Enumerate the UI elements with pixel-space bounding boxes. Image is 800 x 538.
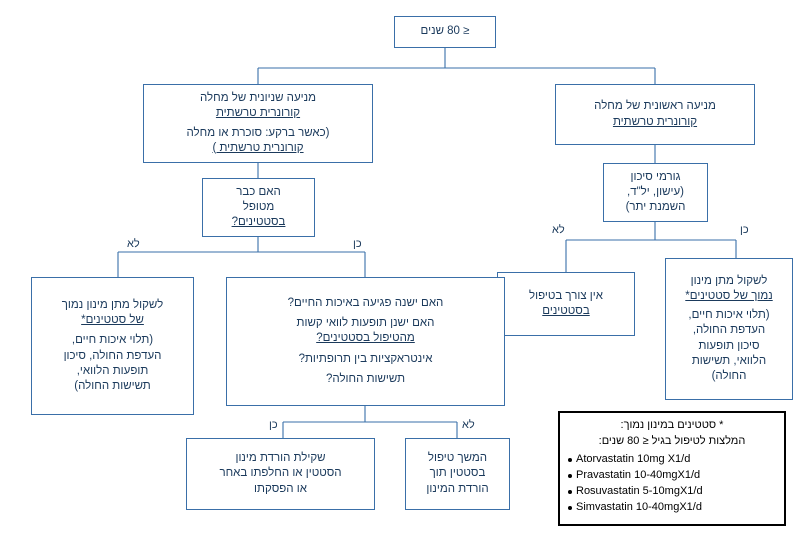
node-secondary-prevention-line-3: קורונרית טרשתית ) bbox=[212, 141, 304, 154]
node-continue-lower-dose-line-2: הורדת המינון bbox=[426, 482, 489, 495]
node-quality-questions-line-2 bbox=[316, 331, 415, 346]
node-consider-low-dose-right-line-5: הלוואי, תשישות bbox=[691, 354, 767, 367]
legend-item-2-text: Rosuvastatin 5-10mgX1/d bbox=[576, 484, 703, 497]
node-continue-lower-dose-line-1: בסטטין תוך bbox=[429, 467, 486, 480]
node-consider-dose-reduction-line-1: הסטטין או החלפתו באחר bbox=[219, 467, 342, 480]
node-consider-dose-reduction[interactable] bbox=[186, 438, 375, 510]
node-consider-low-dose-right-line-1-text: נמוך של סטטינים* bbox=[685, 290, 773, 303]
node-risk-factors[interactable] bbox=[603, 163, 708, 222]
node-quality-questions-line-3: אינטראקציות בין תרופתיות? bbox=[298, 352, 433, 365]
legend-item-1 bbox=[568, 468, 776, 484]
node-consider-low-dose-left-line-1 bbox=[81, 313, 144, 328]
node-no-treatment-needed-line-0: אין צורך בטיפול bbox=[528, 289, 604, 302]
node-secondary-prevention-line-0: מניעה שניונית של מחלה bbox=[199, 92, 317, 105]
legend-item-3 bbox=[568, 500, 776, 516]
edge-label-quality-yes: כן bbox=[269, 419, 278, 431]
node-already-on-statins-line-2: בסטטינים? bbox=[231, 216, 286, 229]
node-consider-dose-reduction-line-0: שקילת הורדת מינון bbox=[235, 452, 326, 465]
node-secondary-prevention[interactable] bbox=[143, 84, 373, 163]
node-consider-low-dose-left-line-2: (תלוי איכות חיים, bbox=[71, 334, 154, 347]
node-age-80[interactable] bbox=[394, 16, 496, 48]
node-secondary-prevention-line-2: (כאשר ברקע: סוכרת או מחלה bbox=[186, 126, 330, 139]
node-consider-low-dose-left-line-5: תשישות החולה) bbox=[74, 379, 151, 392]
legend-item-2 bbox=[568, 484, 776, 500]
node-secondary-prevention-line-1: קורונרית טרשתית bbox=[215, 107, 301, 120]
node-no-treatment-needed[interactable] bbox=[497, 272, 635, 336]
edge-label-risk-no: לא bbox=[552, 224, 565, 236]
node-quality-questions-line-1: האם ישנן תופעות לוואי קשות bbox=[296, 317, 435, 330]
legend-header-line-2: המלצות לטיפול בגיל ≤ 80 שנים: bbox=[598, 434, 746, 447]
legend-list bbox=[568, 452, 776, 516]
node-already-on-statins-line-0: האם כבר bbox=[236, 185, 281, 198]
node-consider-low-dose-right-line-6: החולה) bbox=[711, 369, 747, 382]
legend-header-line-1: * סטטינים במינון נמוך: bbox=[620, 419, 724, 431]
node-already-on-statins-line-1: מטופל bbox=[242, 200, 275, 213]
legend-item-0 bbox=[568, 452, 776, 468]
node-consider-low-dose-right-line-0: לשקול מתן מינון bbox=[690, 274, 768, 287]
node-consider-low-dose-left-line-0: לשקול מתן מינון נמוך bbox=[61, 298, 164, 311]
edge-label-risk-yes: כן bbox=[740, 224, 749, 236]
node-consider-low-dose-right-line-1 bbox=[685, 289, 772, 304]
node-consider-dose-reduction-line-2: או הפסקתו bbox=[254, 482, 307, 495]
node-consider-low-dose-left-line-1-text: של סטטינים* bbox=[81, 314, 144, 327]
node-quality-of-life-questions[interactable] bbox=[226, 277, 505, 406]
edge-label-quality-no: לא bbox=[462, 419, 475, 431]
node-consider-low-dose-left-line-3: העדפת החולה, סיכון bbox=[63, 349, 162, 362]
node-continue-lower-dose-line-0: המשך טיפול bbox=[427, 452, 488, 465]
legend-item-0-text: Atorvastatin 10mg X1/d bbox=[576, 452, 691, 465]
node-no-treatment-needed-line-1: בסטטינים bbox=[542, 305, 590, 317]
node-consider-low-dose-left-line-4: תופעות הלוואי, bbox=[76, 364, 149, 377]
node-quality-questions-line-0: האם ישנה פגיעה באיכות החיים? bbox=[287, 297, 444, 310]
node-already-on-statins[interactable] bbox=[202, 178, 315, 237]
legend-item-3-text: Simvastatin 10-40mgX1/d bbox=[576, 500, 702, 513]
node-consider-low-dose-right-line-4: סיכון תופעות bbox=[698, 339, 760, 352]
node-age-80-line-0: ≤ 80 שנים bbox=[420, 25, 470, 38]
node-consider-low-dose-left[interactable] bbox=[31, 277, 194, 415]
node-consider-low-dose-right-line-2: (תלוי איכות חיים, bbox=[688, 309, 770, 322]
node-continue-lower-dose[interactable] bbox=[405, 438, 510, 510]
legend-low-dose-statins bbox=[558, 411, 786, 526]
edge-label-statins-yes: כן bbox=[353, 238, 362, 250]
node-primary-prevention-line-0: מניעה ראשונית של מחלה bbox=[594, 100, 716, 113]
node-risk-factors-line-1: (עישון, יל"ד, bbox=[627, 185, 685, 198]
node-consider-low-dose-right-line-3: העדפת החולה, bbox=[692, 324, 766, 337]
node-quality-questions-line-2-text: מהטיפול בסטטינים? bbox=[316, 332, 415, 345]
node-risk-factors-line-2: השמנת יתר) bbox=[625, 201, 686, 214]
node-primary-prevention-line-1: קורונרית טרשתית bbox=[612, 115, 698, 128]
node-risk-factors-line-0: גורמי סיכון bbox=[630, 170, 681, 183]
edge-label-statins-no: לא bbox=[127, 238, 140, 250]
node-primary-prevention[interactable] bbox=[555, 84, 755, 145]
node-consider-low-dose-right[interactable] bbox=[665, 258, 793, 400]
node-quality-questions-line-4: תשישות החולה? bbox=[326, 372, 406, 385]
legend-item-1-text: Pravastatin 10-40mgX1/d bbox=[576, 468, 701, 481]
